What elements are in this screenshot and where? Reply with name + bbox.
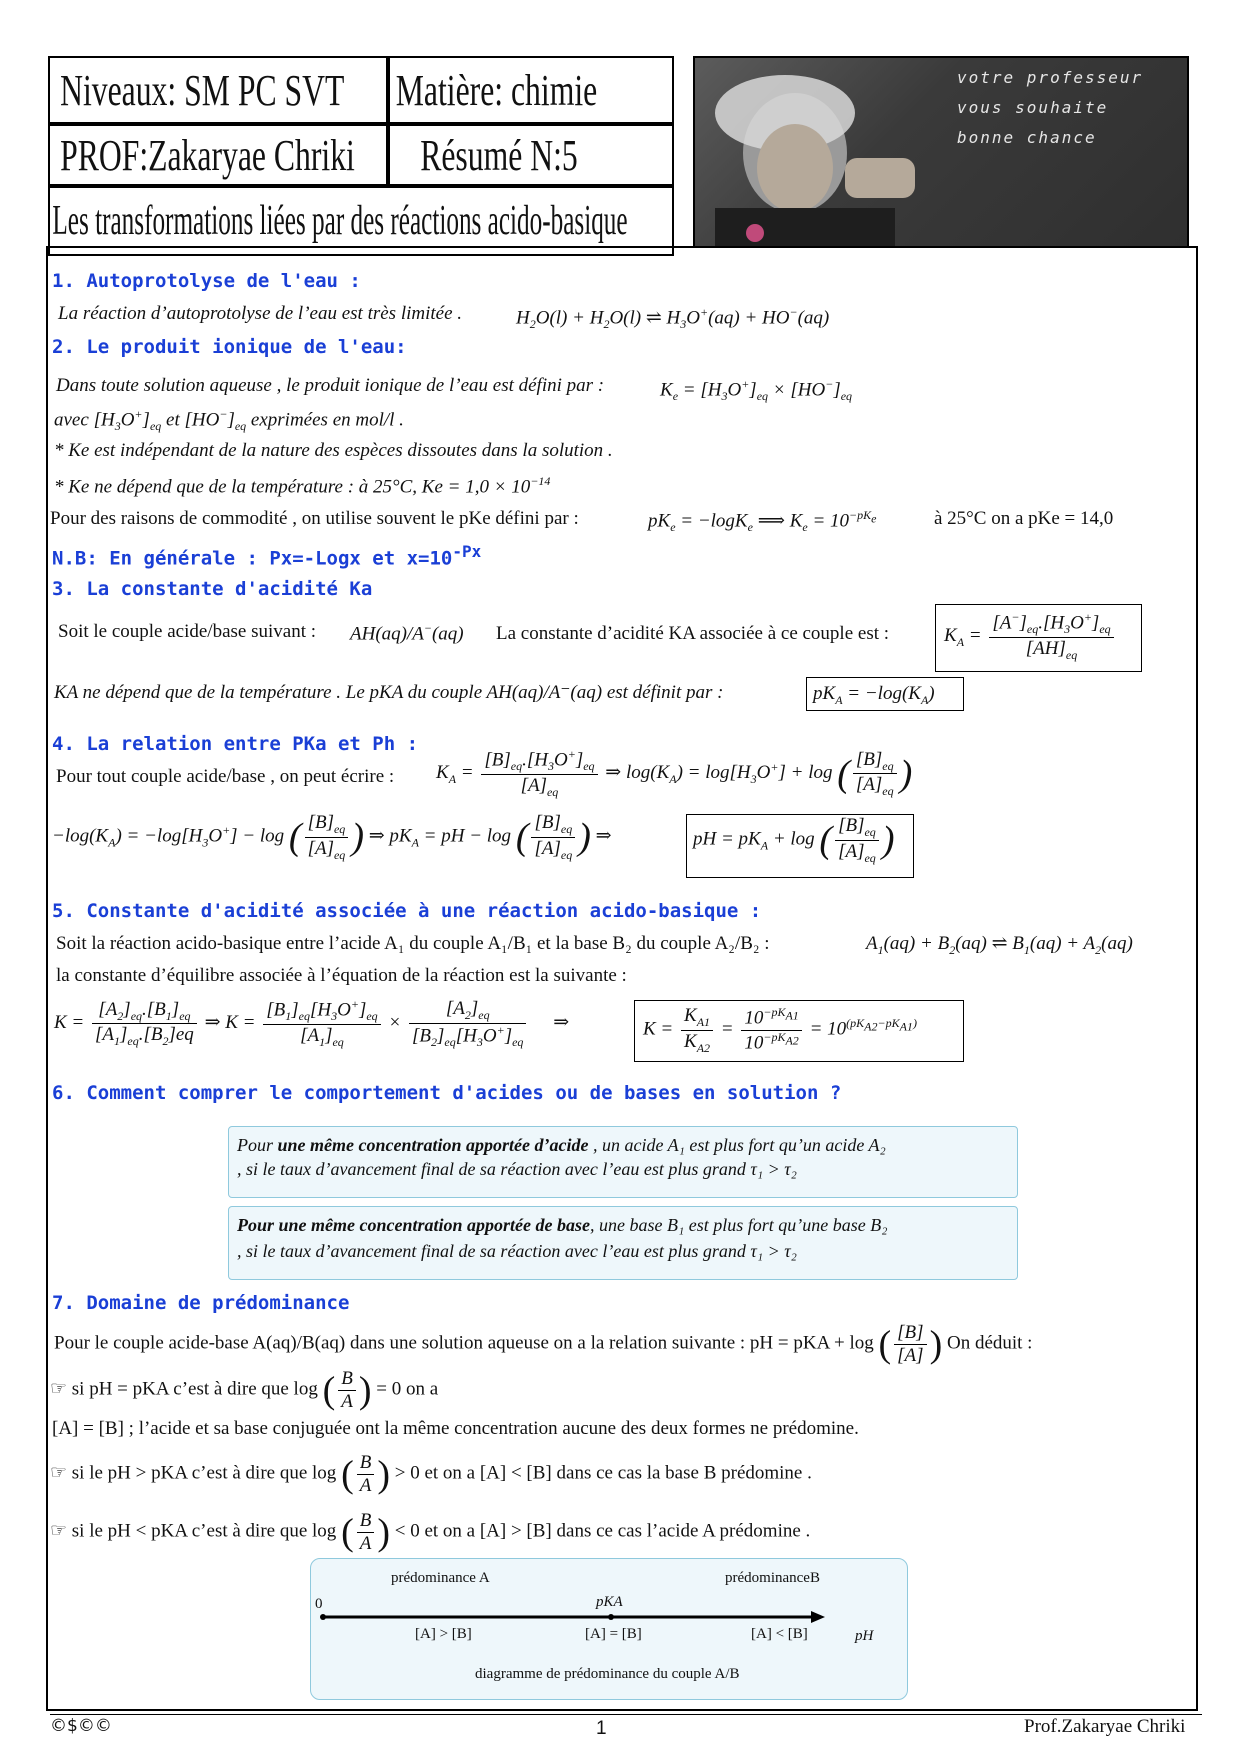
acid-strength-line-1	[237, 1135, 886, 1157]
s2-text-5b: à 25°C on a pKe = 14,0	[934, 508, 1114, 529]
license-icon: ©$©©	[50, 1716, 112, 1736]
acid-concentration: une même concentration apportée d’acide	[277, 1135, 589, 1155]
s3-couple: AH(aq)/A−(aq)	[350, 621, 464, 645]
s7-deduce: On déduit :	[946, 1332, 1033, 1354]
prof-label: PROF:Zakaryae Chriki	[60, 130, 355, 180]
predominance-diagram	[310, 1558, 908, 1700]
region-base: [A] < [B]	[751, 1626, 808, 1642]
s2-unit: exprimées en mol/l .	[250, 409, 404, 431]
niveaux-label: Niveaux: SM PC SVT	[60, 65, 345, 115]
acid-comparison: , un acide A₁ est plus fort qu’un acide A₂	[588, 1135, 886, 1155]
s4-text-1: Pour tout couple acide/base , on peut écrire :	[56, 766, 395, 787]
s7-relation: Pour le couple acide-base A(aq)/B(aq) dans une solution aqueuse on a la relation suivante : pH = pKA + log	[54, 1332, 874, 1354]
s4-equation-1: $K_A$ = $\frac{[B]_{eq}.[H_3O^+]_{eq}}{[A]_{eq}}$ ⇒ $\log(K_A) = \log[H_3O^+] + \log$ ( $\frac{[B]_{eq}}{[A]_{eq}}$ )	[436, 747, 913, 799]
s2-ke-exp: −14	[530, 474, 551, 488]
s3-text-1b: La constante d’acidité KA associée à ce couple est :	[496, 623, 890, 644]
base-strength-line-1	[237, 1215, 887, 1237]
henderson-box	[686, 814, 914, 878]
s7-bullet-2-a: ☞ si le pH > pKA c’est à dire que log	[50, 1462, 337, 1484]
s7-bullet-1-c: [A] = [B] ; l’acide et sa base conjuguée ont la même concentration aucune des deux formes ne prédomine.	[52, 1418, 859, 1439]
region-acid: [A] > [B]	[415, 1626, 472, 1642]
resume-label: Résumé N:5	[420, 130, 578, 180]
base-strength-box	[228, 1206, 1018, 1280]
base-comparison: , une base B₁ est plus fort qu’une base B₂	[589, 1215, 888, 1235]
s2-ke-value: * Ke ne dépend que de la température : à 25°C, Ke = 1,0 × 10	[54, 476, 531, 498]
prof-cell	[48, 124, 388, 186]
s1-text: La réaction d’autoprotolyse de l’eau est très limitée .	[58, 303, 463, 324]
pka-definition-box	[806, 677, 964, 711]
s7-bullet-1-a: ☞ si pH = pKA c’est à dire que log	[50, 1378, 318, 1400]
s2-pke-equation: $pK_e = -\log K_e$ ⟹ $K_e = 10^{-pK_e}$	[648, 508, 877, 535]
s5-k-derivation: K = $\frac{[A_2]_{eq}.[B_1]_{eq}}{[A_1]_{eq}.[B_2]eq}$ ⇒ K = $\frac{[B_1]_{eq}[H_3O^+]_{eq}}{[A_1]_{eq}}$ × $\frac{[A_2]_{eq}}{[B_2]_{eq}[H_3O^+]_{eq}}$ ⇒	[54, 997, 570, 1049]
section-4-title: 4. La relation entre PKa et Ph :	[52, 733, 419, 755]
pka-formula: $pK_A = -\log(K_A)$	[813, 683, 935, 707]
s1-equation: $H_2O(l) + H_2O(l)$ ⇌ $H_3O^+(aq) + HO^-(aq)$	[516, 305, 830, 332]
s4-equation-2: $-\log(K_A) = -\log[H_3O^+] - \log$ ( $\frac{[B]_{eq}}{[A]_{eq}}$ ) ⇒ $pK_A$ = pH − log ( $\frac{[B]_{eq}}{[A]_{eq}}$ ) ⇒	[52, 812, 612, 862]
region-equal: [A] = [B]	[585, 1626, 642, 1642]
page-number: 1	[596, 1718, 607, 1739]
acid-strength-box	[228, 1126, 1018, 1198]
niveaux-cell	[48, 56, 388, 124]
resume-cell	[388, 124, 674, 186]
acid-strength-line-2: , si le taux d’avancement final de sa réaction avec l’eau est plus grand τ₁ > τ₂	[237, 1159, 797, 1179]
section-1-title: 1. Autoprotolyse de l'eau :	[52, 270, 361, 292]
s2-text-1: Dans toute solution aqueuse , le produit ionique de l’eau est défini par :	[56, 375, 605, 396]
henderson-formula: pH = $pK_A + \log$ ( $\frac{[B]_{eq}}{[A]_{eq}}$ )	[693, 815, 895, 865]
footer-rule	[50, 1714, 1202, 1715]
pred-b-label: prédominanceB	[725, 1570, 820, 1586]
header-photo	[693, 56, 1189, 248]
s7-bullet-1: ☞ si pH = pKA c’est à dire que log ( $\frac{B}{A}$ ) = 0 on a	[50, 1368, 439, 1412]
matiere-label: Matière: chimie	[395, 65, 598, 115]
section-6-title: 6. Comment comprer le comportement d'acides ou de bases en solution ?	[52, 1082, 842, 1104]
section-3-title: 3. La constante d'acidité Ka	[52, 578, 373, 600]
s5-text-2: la constante d’équilibre associée à l’équation de la réaction est la suivante :	[56, 965, 627, 986]
diagram-caption: diagramme de prédominance du couple A/B	[475, 1666, 740, 1682]
section-2-title: 2. Le produit ionique de l'eau:	[52, 336, 407, 358]
section-5-title: 5. Constante d'acidité associée à une réaction acido-basique :	[52, 900, 762, 922]
s7-text-1: Pour le couple acide-base A(aq)/B(aq) dans une solution aqueuse on a la relation suivante : pH = pKA + log ( $\frac{[B]}{[A]}$ ) On déduit :	[54, 1322, 1033, 1366]
s2-text-4	[54, 474, 550, 499]
ka-formula: $K_A$ = $\frac{[A^-]_{eq}.[H_3O^+]_{eq}}{[AH]_{eq}}$	[944, 611, 1117, 663]
chalk-line-1: votre professeur	[957, 68, 1144, 87]
origin-point	[320, 1614, 326, 1620]
s2-text-3: * Ke est indépendant de la nature des espèces dissoutes dans la solution .	[54, 440, 613, 461]
s7-bullet-3-b: < 0 et on a [A] > [B] dans ce cas l’acide A prédomine .	[394, 1520, 811, 1542]
nb-note	[52, 542, 481, 569]
acid-pour: Pour	[237, 1135, 278, 1155]
page-title: Les transformations liées par des réactions acido-basique	[52, 198, 628, 244]
base-strength-line-2: , si le taux d’avancement final de sa réaction avec l’eau est plus grand τ₁ > τ₂	[237, 1241, 797, 1261]
s7-bullet-3-a: ☞ si le pH < pKA c’est à dire que log	[50, 1520, 337, 1542]
s2-text-2: avec $[H_3O^+]_{eq}$ et $[HO^-]_{eq}$ exprimées en mol/l .	[54, 407, 404, 434]
footer-author: Prof.Zakaryae Chriki	[1024, 1716, 1186, 1737]
matiere-cell	[388, 56, 674, 124]
s3-text-1: Soit le couple acide/base suivant :	[58, 621, 317, 642]
nb-exponent: -Px	[452, 542, 482, 561]
s7-bullet-2-b: > 0 et on a [A] < [B] dans ce cas la base B prédomine .	[394, 1462, 812, 1484]
s2-text-5: Pour des raisons de commodité , on utilise souvent le pKe défini par :	[50, 508, 579, 529]
s7-bullet-2: ☞ si le pH > pKA c’est à dire que log ( $\frac{B}{A}$ ) > 0 et on a [A] < [B] dans ce cas la base B prédomine .	[50, 1452, 812, 1496]
s7-bullet-3: ☞ si le pH < pKA c’est à dire que log ( $\frac{B}{A}$ ) < 0 et on a [A] > [B] dans ce cas l’acide A prédomine .	[50, 1510, 811, 1554]
k-result-formula: K = $\frac{K_{A1}}{K_{A2}}$ = $\frac{10^{-pK_{A1}}}{10^{-pK_{A2}}}$ = $10^{(pK_{A2}-pK_{A1})}$	[643, 1005, 917, 1055]
s3-text-2: KA ne dépend que de la température . Le pKA du couple AH(aq)/A⁻(aq) est définit par :	[54, 682, 724, 703]
ph-label: pH	[855, 1628, 874, 1644]
pred-a-label: prédominance A	[391, 1570, 490, 1586]
s2-ke-equation: $K_e = [H_3O^+]_{eq} \times [HO^-]_{eq}$	[660, 377, 853, 404]
s5-text-1: Soit la réaction acido-basique entre l’acide A₁ du couple A₁/B₁ et la base B₂ du couple A₂/B₂ :	[56, 933, 770, 954]
section-7-title: 7. Domaine de prédominance	[52, 1292, 350, 1314]
s2-et: et	[166, 409, 180, 431]
s2-avec: avec	[54, 409, 89, 431]
axis-zero: 0	[315, 1596, 323, 1612]
chalk-line-3: bonne chance	[957, 128, 1097, 147]
chalk-line-2: vous souhaite	[957, 98, 1109, 117]
nb-text: N.B: En générale : Px=-Logx et x=10	[52, 547, 453, 570]
k-result-box	[634, 1000, 964, 1062]
pka-point	[608, 1614, 614, 1620]
base-concentration: Pour une même concentration apportée de base	[237, 1215, 590, 1235]
s7-bullet-1-b: = 0 on a	[376, 1378, 439, 1400]
ph-axis-arrow	[811, 1611, 825, 1623]
pka-label: pKA	[596, 1594, 623, 1610]
s5-reaction: $A_1(aq) + B_2(aq)$ ⇌ $B_1(aq) + A_2(aq)$	[866, 933, 1133, 957]
ka-definition-box	[935, 604, 1142, 672]
